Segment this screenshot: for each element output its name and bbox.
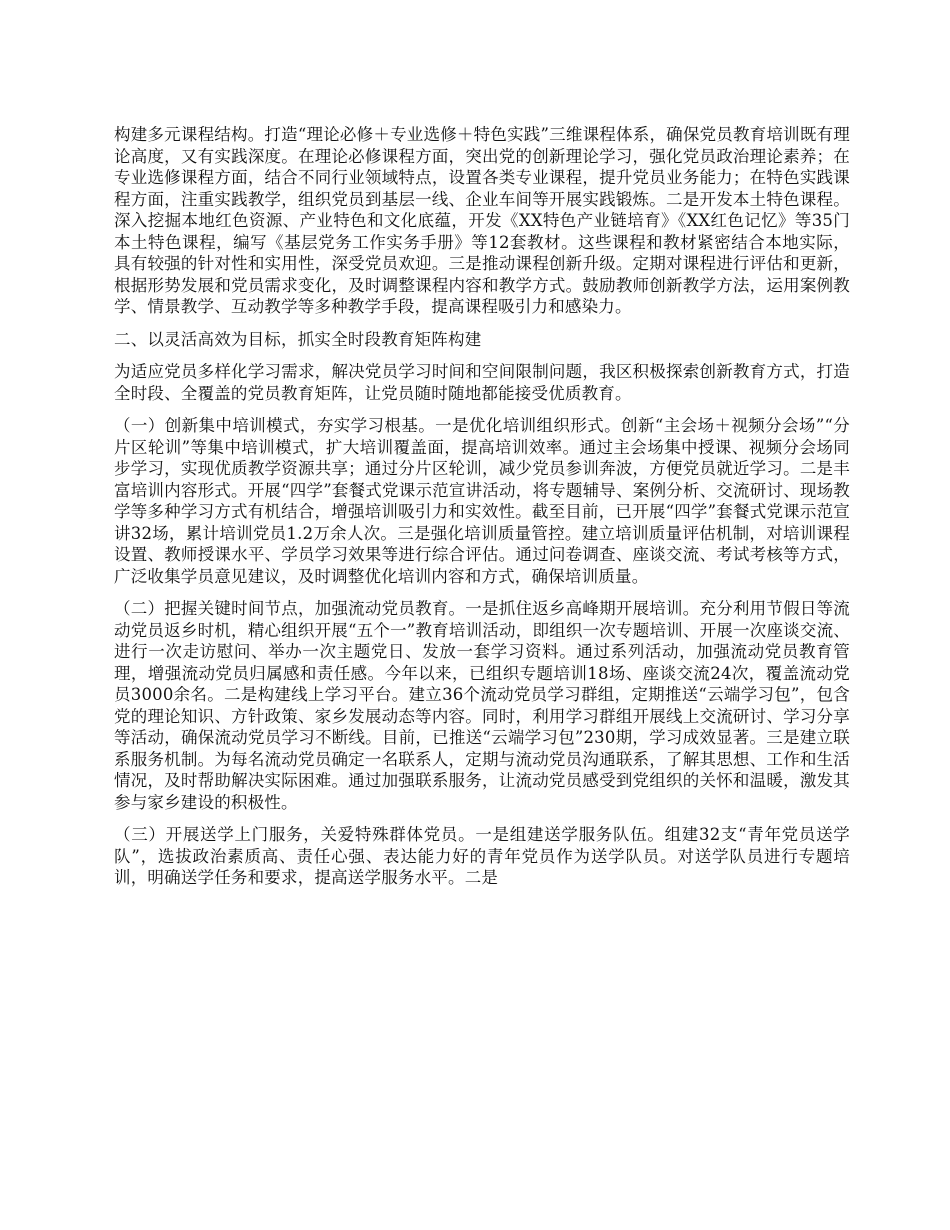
document-page <box>114 124 850 900</box>
body-paragraph: 为适应党员多样化学习需求，解决党员学习时间和空间限制问题，我区积极探索创新教育方式，打造全时段、全覆盖的党员教育矩阵，让党员随时随地都能接受优质教育。 <box>114 362 850 403</box>
body-paragraph: （二）把握关键时间节点，加强流动党员教育。一是抓住返乡高峰期开展培训。充分利用节假日等流动党员返乡时机，精心组织开展“五个一”教育培训活动，即组织一次专题培训、开展一次座谈交流、进行一次走访慰问、举办一次主题党日、发放一套学习资料。通过系列活动，加强流动党员教育管理，增强流动党员归属感和责任感。今年以来，已组织专题培训18场、座谈交流24次，覆盖流动党员3000余名。二是构建线上学习平台。建立36个流动党员学习群组，定期推送“云端学习包”，包含党的理论知识、方针政策、家乡发展动态等内容。同时，利用学习群组开展线上交流研讨、学习分享等活动，确保流动党员学习不断线。目前，已推送“云端学习包”230期，学习成效显著。三是建立联系服务机制。为每名流动党员确定一名联系人，定期与流动党员沟通联系，了解其思想、工作和生活情况，及时帮助解决实际困难。通过加强联系服务，让流动党员感受到党组织的关怀和温暖，激发其参与家乡建设的积极性。 <box>114 599 850 812</box>
body-paragraph: 构建多元课程结构。打造“理论必修＋专业选修＋特色实践”三维课程体系，确保党员教育培训既有理论高度，又有实践深度。在理论必修课程方面，突出党的创新理论学习，强化党员政治理论素养；在专业选修课程方面，结合不同行业领域特点，设置各类专业课程，提升党员业务能力；在特色实践课程方面，注重实践教学，组织党员到基层一线、企业车间等开展实践锻炼。二是开发本土特色课程。深入挖掘本地红色资源、产业特色和文化底蕴，开发《XX特色产业链培育》《XX红色记忆》等35门本土特色课程，编写《基层党务工作实务手册》等12套教材。这些课程和教材紧密结合本地实际，具有较强的针对性和实用性，深受党员欢迎。三是推动课程创新升级。定期对课程进行评估和更新，根据形势发展和党员需求变化，及时调整课程内容和教学方式。鼓励教师创新教学方法，运用案例教学、情景教学、互动教学等多种教学手段，提高课程吸引力和感染力。 <box>114 125 850 316</box>
body-paragraph: （三）开展送学上门服务，关爱特殊群体党员。一是组建送学服务队伍。组建32支“青年党员送学队”，选拔政治素质高、责任心强、表达能力好的青年党员作为送学队员。对送学队员进行专题培训，明确送学任务和要求，提高送学服务水平。二是 <box>114 825 850 887</box>
body-paragraph: （一）创新集中培训模式，夯实学习根基。一是优化培训组织形式。创新“主会场＋视频分会场”“分片区轮训”等集中培训模式，扩大培训覆盖面，提高培训效率。通过主会场集中授课、视频分会场同步学习，实现优质教学资源共享；通过分片区轮训，减少党员参训奔波，方便党员就近学习。二是丰富培训内容形式。开展“四学”套餐式党课示范宣讲活动，将专题辅导、案例分析、交流研讨、现场教学等多种学习方式有机结合，增强培训吸引力和实效性。截至目前，已开展“四学”套餐式党课示范宣讲32场，累计培训党员1.2万余人次。三是强化培训质量管控。建立培训质量评估机制，对培训课程设置、教师授课水平、学员学习效果等进行综合评估。通过问卷调查、座谈交流、考试考核等方式，广泛收集学员意见建议，及时调整优化培训内容和方式，确保培训质量。 <box>114 416 850 586</box>
section-heading: 二、以灵活高效为目标，抓实全时段教育矩阵构建 <box>114 329 482 349</box>
